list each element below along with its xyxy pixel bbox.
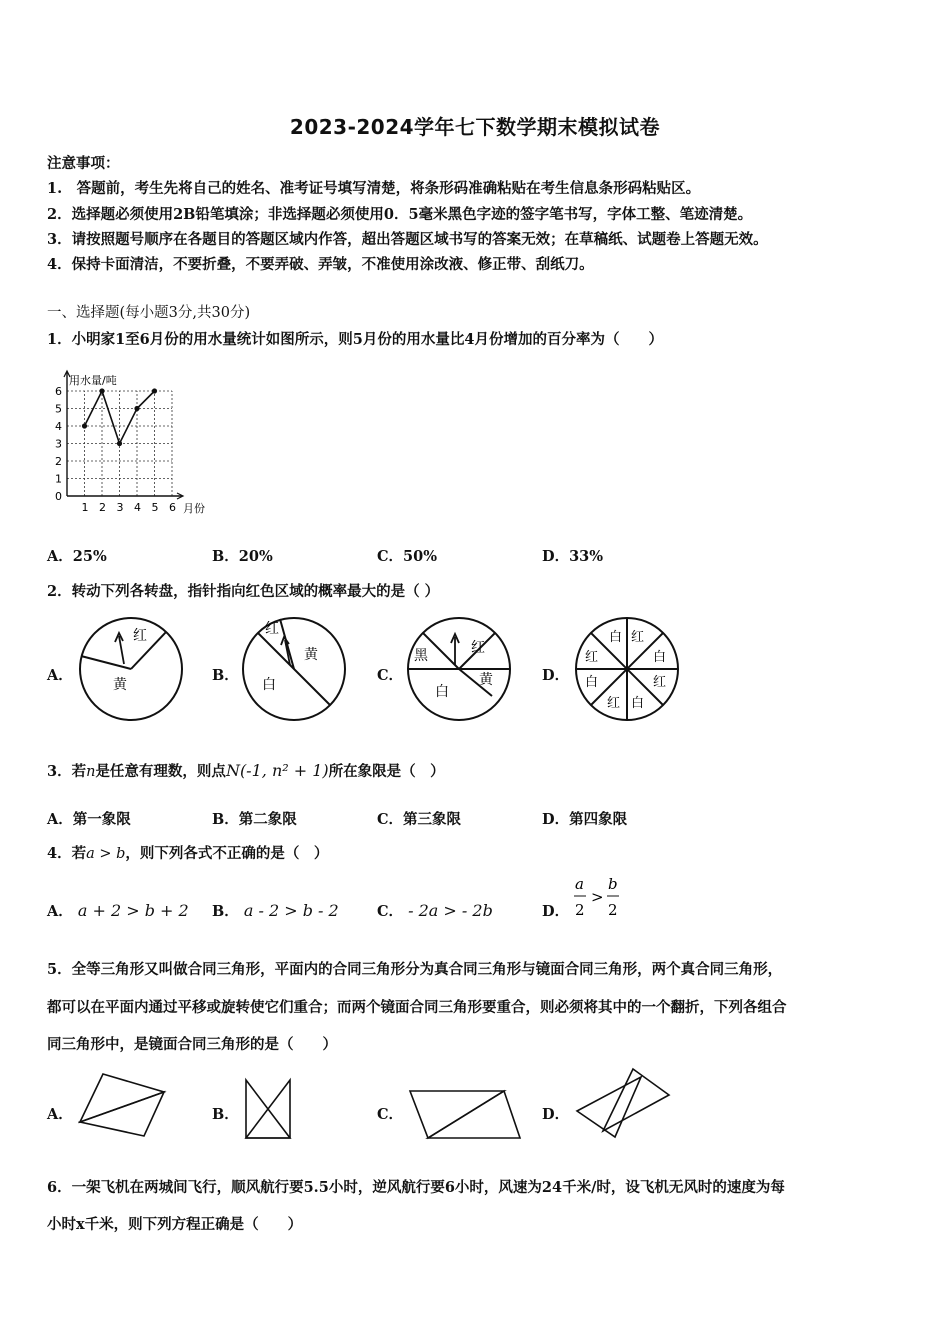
q5-figure-d [575, 1065, 673, 1141]
q4-option-a[interactable]: A． a + 2 > b + 2 [47, 901, 189, 920]
q1-option-d[interactable]: D．33% [542, 548, 604, 565]
chart-data-point [152, 388, 157, 393]
notice-item-4: 4．保持卡面清洁，不要折叠，不要弄破、弄皱，不准使用涂改液、修正带、刮纸刀。 [47, 256, 594, 273]
spinner-b-yellow-label: 黄 [304, 647, 318, 663]
chart-xlabel: 月份 [183, 502, 205, 515]
q3-var-n: n [86, 764, 96, 780]
spinner-d-white-label-2: 白 [653, 650, 667, 665]
spinner-b-white-label: 白 [262, 677, 276, 693]
spinner-d [571, 613, 683, 725]
svg-text:2: 2 [575, 901, 585, 919]
spinner-c-black-label: 黑 [414, 648, 428, 664]
section-heading: 一、选择题(每小题3分,共30分) [47, 305, 251, 321]
spinner-b-red-label: 红 [265, 621, 279, 637]
chart-data-point [117, 441, 122, 446]
q1-option-a[interactable]: A．25% [47, 548, 107, 565]
chart-y-tick-label: 1 [55, 472, 62, 486]
spinner-d-white-label-1: 白 [609, 630, 623, 645]
chart-x-tick-label: 3 [116, 501, 124, 514]
svg-text:2: 2 [608, 901, 618, 919]
chart-x-tick-label: 5 [151, 501, 159, 514]
q4-option-d[interactable]: D． [542, 903, 570, 920]
q4-condition: a > b [86, 846, 126, 862]
q3-point: N(-1, n² + 1) [225, 761, 329, 780]
q5-label-a[interactable]: A． [47, 1106, 73, 1123]
svg-text:a: a [575, 875, 584, 893]
spinner-d-red-label-1: 红 [631, 630, 645, 645]
q5-figure-a [78, 1070, 168, 1140]
q2-label-b[interactable]: B． [212, 667, 239, 684]
q6-line-1: 6．一架飞机在两城间飞行，顺风航行要5.5小时，逆风航行要6小时，风速为24千米/时，设飞机无风时的速度为每 [47, 1179, 785, 1196]
q2-label-d[interactable]: D． [542, 667, 570, 684]
q5-label-d[interactable]: D． [542, 1106, 570, 1123]
q1-option-b[interactable]: B．20% [212, 548, 273, 565]
q1-stem: 1．小明家1至6月份的用水量统计如图所示，则5月份的用水量比4月份增加的百分率为（ ） [47, 331, 663, 348]
notice-item-1: 1. 答题前，考生先将自己的姓名、准考证号填写清楚，将条形码准确粘贴在考生信息条形码粘贴区。 [47, 180, 701, 197]
chart-y-tick-label: 2 [55, 455, 62, 468]
notice-item-3: 3．请按照题号顺序在各题目的答题区域内作答，超出答题区域书写的答案无效；在草稿纸、试题卷上答题无效。 [47, 231, 768, 248]
chart-y-tick-label: 5 [55, 402, 62, 416]
q6-line-2: 小时x千米，则下列方程正确是（ ） [47, 1216, 303, 1233]
q2-label-c[interactable]: C． [377, 667, 404, 684]
q2-label-a[interactable]: A． [47, 667, 73, 684]
spinner-a [75, 613, 187, 725]
q5-label-b[interactable]: B． [212, 1106, 239, 1123]
q5-line-1: 5．全等三角形又叫做合同三角形，平面内的合同三角形分为真合同三角形与镜面合同三角形，两个真合同三角形， [47, 961, 783, 978]
q5-label-c[interactable]: C． [377, 1106, 404, 1123]
q4-option-d-fraction [570, 872, 630, 922]
q5-line-3: 同三角形中，是镜面合同三角形的是（ ） [47, 1036, 337, 1053]
chart-x-tick-label: 4 [134, 501, 141, 514]
spinner-c-red-label: 红 [471, 640, 485, 656]
q5-line-2: 都可以在平面内通过平移或旋转使它们重合；而两个镜面合同三角形要重合，则必须将其中的一个翻折，下列各组合 [47, 999, 787, 1016]
spinner-d-red-label-4: 红 [607, 696, 621, 711]
chart-data-point [82, 423, 87, 428]
notice-heading: 注意事项： [47, 155, 120, 172]
spinner-c-white-label: 白 [435, 684, 449, 700]
chart-ylabel: 用水量/吨 [69, 374, 117, 387]
svg-text:b: b [608, 875, 618, 893]
q4-option-c[interactable]: C． - 2a > - 2b [377, 901, 493, 920]
chart-y-tick-label: 6 [55, 385, 62, 398]
spinner-b [238, 613, 350, 725]
spinner-c [403, 613, 515, 725]
spinner-d-white-label-3: 白 [585, 675, 599, 690]
chart-y-tick-label: 4 [55, 420, 62, 433]
spinner-d-red-label-3: 红 [653, 675, 667, 690]
spinner-a-red-label: 红 [133, 628, 147, 644]
spinner-c-yellow-label: 黄 [479, 672, 493, 688]
chart-y-tick-label: 0 [55, 490, 62, 503]
q4-option-b[interactable]: B． a - 2 > b - 2 [212, 901, 339, 920]
q1-option-c[interactable]: C．50% [377, 548, 438, 565]
spinner-d-red-label-2: 红 [585, 650, 599, 665]
chart-ticks [55, 385, 176, 514]
chart-data-point [99, 388, 104, 393]
spinner-a-yellow-label: 黄 [113, 677, 127, 693]
spinner-d-white-label-4: 白 [631, 696, 645, 711]
notice-item-2: 2．选择题必须使用2B铅笔填涂；非选择题必须使用0．5毫米黑色字迹的签字笔书写，字体工整、笔迹清楚。 [47, 206, 753, 223]
water-usage-chart [47, 368, 227, 520]
page-title: 2023-2024学年七下数学期末模拟试卷 [289, 115, 661, 139]
chart-series [82, 388, 157, 446]
q3-stem: 3．若n是任意有理数，则点N(-1, n² + 1)所在象限是（ ） [47, 761, 445, 780]
chart-y-tick-label: 3 [55, 437, 62, 451]
q3-option-a[interactable]: A．第一象限 [47, 811, 131, 828]
q5-figure-b [242, 1076, 294, 1142]
q5-figure-c [408, 1088, 524, 1144]
q2-stem: 2．转动下列各转盘，指针指向红色区域的概率最大的是（ ） [47, 583, 440, 600]
chart-data-point [134, 406, 139, 411]
q3-option-b[interactable]: B．第二象限 [212, 811, 297, 828]
chart-x-tick-label: 1 [81, 501, 89, 514]
q3-option-c[interactable]: C．第三象限 [377, 811, 462, 828]
chart-x-tick-label: 2 [99, 501, 106, 514]
svg-text:>: > [591, 888, 604, 906]
chart-x-tick-label: 6 [169, 501, 176, 514]
q4-stem: 4．若a > b，则下列各式不正确的是（ ） [47, 845, 329, 862]
q3-option-d[interactable]: D．第四象限 [542, 811, 628, 828]
